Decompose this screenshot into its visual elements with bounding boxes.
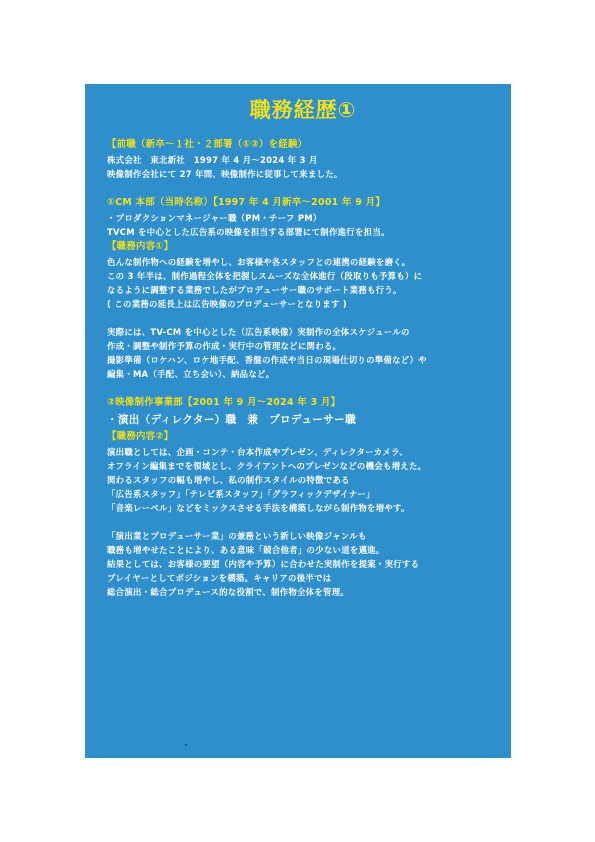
dept1-text: 作成・調整や制作予算の作成・実行中の管理などに関わる。	[107, 341, 342, 351]
dept2-text: 結果としては、お客様の要望（内容や予算）に合わせた実制作を提案・実行する	[107, 559, 420, 569]
prev-line: 株式会社 東北新社 1997 年 4 月～2024 年 3 月	[107, 155, 318, 165]
dept2-heading: ②映像制作事業部【2001 年 9 月～2024 年 3 月】	[107, 397, 341, 408]
dept2-text: 総合演出・総合プロデュース的な役割で、制作物全体を管理。	[107, 587, 350, 597]
dept1-heading: ①CM 本部（当時名称）【1997 年 4 月新卒～2001 年 9 月】	[107, 197, 386, 208]
dept2-text: 演出職としては、企画・コンテ・台本作成やプレゼン、ディレクターカメラ、	[107, 447, 408, 457]
dept1-text: この 3 年半は、制作過程全体を把握しスムーズな全体進行（段取りも予算も）に	[107, 271, 423, 281]
dept2-text: 「演出業とプロデューサー業」の兼務という新しい映像ジャンルも	[107, 531, 367, 541]
dept1-line: TVCM を中心とした広告系の映像を担当する部署にて制作進行を担当。	[107, 227, 390, 237]
dept1-text: ( この業務の延長上は広告映像のプロデューサーとなります )	[107, 299, 347, 309]
prev-heading: 【前職（新卒～１社・２部署（①②）を経験）	[107, 139, 308, 150]
dept1-line: ・プロダクションマネージャー職（PM・チーフ PM）	[107, 213, 322, 223]
career-panel	[85, 84, 511, 758]
prev-line: 映像制作会社にて 27 年間、映像制作に従事して来ました。	[107, 169, 343, 179]
dept2-text: 関わるスタッフの幅も増やし、私の制作スタイルの特徴である	[107, 475, 350, 485]
dept1-text: 色んな制作物への経験を増やし、お客様や各スタッフとの連携の経験を磨く。	[107, 257, 411, 267]
dept2-sub-heading: 【職務内容②】	[107, 431, 174, 442]
dept1-text: 編集・MA（手配、立ち会い）、納品など。	[107, 369, 275, 379]
dept2-text: 「音楽レーベル」などをミックスさせる手法を構築しながら制作物を増やす。	[107, 503, 410, 513]
dept2-text: 「広告系スタッフ」「テレビ系スタッフ」「グラフィックデザイナー」	[107, 489, 375, 499]
dept1-sub-heading: 【職務内容①】	[107, 241, 174, 252]
page-title: 職務経歴①	[249, 98, 357, 122]
dept2-text: 職務も増やせたことにより、ある意味「競合他者」の少ない道を邁進。	[107, 545, 385, 555]
dept2-role: ・演出（ディレクター）職 兼 プロデューサー職	[107, 414, 356, 426]
decorative-dot	[185, 744, 187, 746]
dept1-text: 実際には、TV-CM を中心とした（広告系映像）実制作の全体スケジュールの	[107, 327, 410, 337]
dept1-text: なるように調整する業務でしたがプロデューサー職のサポート業務も行う。	[107, 285, 402, 295]
dept1-text: 撮影準備（ロケハン、ロケ地手配、香盤の作成や当日の現場仕切りの準備など）や	[107, 355, 427, 365]
dept2-text: プレイヤーとしてポジションを構築。キャリアの後半では	[107, 573, 332, 583]
dept2-text: オフライン編集までを領域とし、クライアントへのプレゼンなどの機会も増えた。	[107, 461, 427, 471]
